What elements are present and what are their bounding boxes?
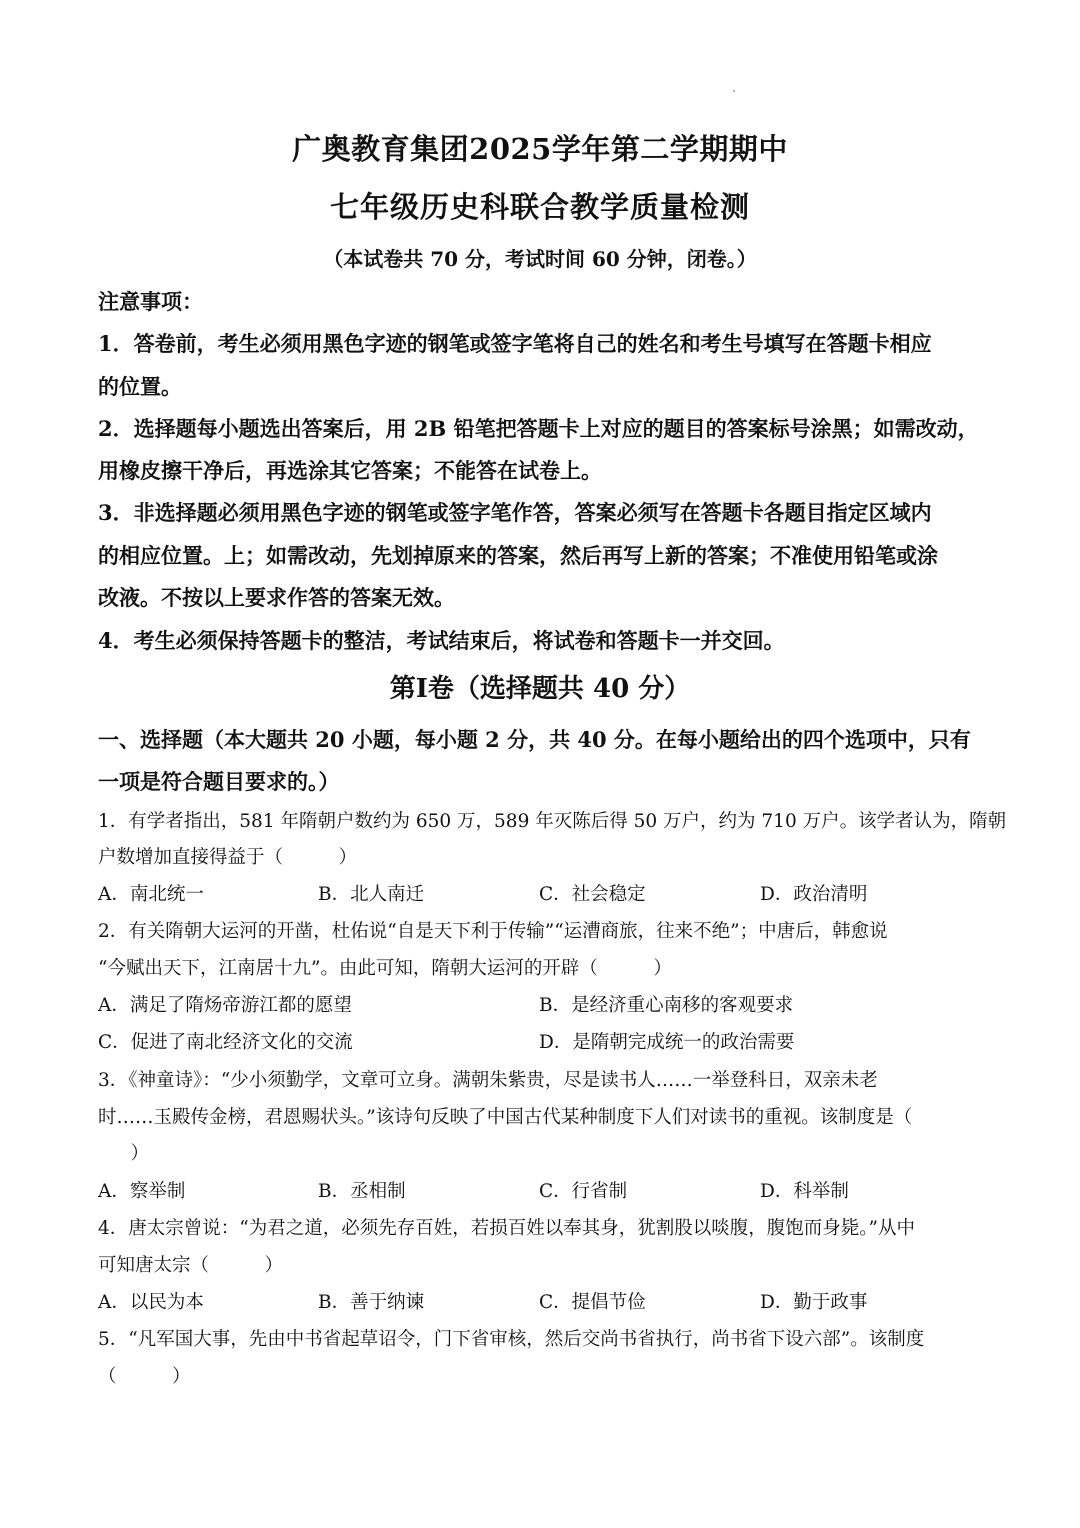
question-2-line: “今赋出天下，江南居十九”。由此可知，隋朝大运河的开辟（ ） <box>98 958 672 979</box>
exam-title-line2: 七年级历史科联合教学质量检测 <box>329 190 750 224</box>
question-2-option-b: B．是经济重心南移的客观要求 <box>539 995 794 1016</box>
question-3-option-c: C．行省制 <box>539 1181 628 1202</box>
note-line: 改液。不按以上要求作答的答案无效。 <box>98 585 455 610</box>
speck-mark <box>733 90 735 92</box>
question-1-option-c: C．社会稳定 <box>539 884 646 905</box>
note-line: 2．选择题每小题选出答案后，用 2B 铅笔把答题卡上对应的题目的答案标号涂黑；如需改动， <box>98 416 979 441</box>
question-2-option-c: C．促进了南北经济文化的交流 <box>98 1032 353 1053</box>
section-instruction: 一、选择题（本大题共 20 小题，每小题 2 分，共 40 分。在每小题给出的四个选项中，只有 <box>98 727 971 752</box>
question-4-option-d: D．勤于政事 <box>760 1292 868 1313</box>
question-3-option-a: A．察举制 <box>98 1181 186 1202</box>
question-2-option-d: D．是隋朝完成统一的政治需要 <box>539 1032 795 1053</box>
question-3-option-d: D．科举制 <box>760 1181 849 1202</box>
question-1-option-a: A．南北统一 <box>98 884 204 905</box>
question-5-line: （ ） <box>98 1366 191 1387</box>
note-line: 用橡皮擦干净后，再选涂其它答案；不能答在试卷上。 <box>98 458 602 483</box>
question-1-line: 1．有学者指出，581 年隋朝户数约为 650 万，589 年灭陈后得 50 万户，约为 710 万户。该学者认为，隋朝 <box>98 811 1007 832</box>
question-3-option-b: B．丞相制 <box>318 1181 406 1202</box>
question-4-line: 可知唐太宗（ ） <box>98 1255 284 1276</box>
question-2-line: 2．有关隋朝大运河的开凿，杜佑说“自是天下利于传输”“运漕商旅，往来不绝”；中唐后，韩愈说 <box>98 921 888 942</box>
section-instruction: 一项是符合题目要求的。） <box>98 769 340 794</box>
note-line: 的相应位置。上；如需改动，先划掉原来的答案，然后再写上新的答案；不准使用铅笔或涂 <box>98 543 938 568</box>
question-2-option-a: A．满足了隋炀帝游江都的愿望 <box>98 995 352 1016</box>
question-5-line: 5．“凡军国大事，先由中书省起草诏令，门下省审核，然后交尚书省执行，尚书省下设六部”。该制度 <box>98 1329 925 1350</box>
exam-subtitle: （本试卷共 70 分，考试时间 60 分钟，闭卷。） <box>323 247 757 271</box>
question-1-line: 户数增加直接得益于（ ） <box>98 847 358 868</box>
note-line: 的位置。 <box>98 374 182 399</box>
question-4-line: 4．唐太宗曾说：“为君之道，必须先存百姓，若损百姓以奉其身，犹割股以啖腹，腹饱而身毙。”从中 <box>98 1218 915 1239</box>
question-3-line: 时……玉殿传金榜，君恩赐状头。”该诗句反映了中国古代某种制度下人们对读书的重视。该制度是（ <box>98 1107 913 1128</box>
notes-heading: 注意事项： <box>98 289 203 314</box>
question-3-line: ） <box>112 1143 150 1164</box>
question-4-option-b: B．善于纳谏 <box>318 1292 425 1313</box>
question-3-line: 3．《神童诗》：“少小须勤学，文章可立身。满朝朱紫贵，尽是读书人……一举登科日，双亲未老 <box>98 1070 878 1091</box>
question-1-option-b: B．北人南迁 <box>318 884 425 905</box>
note-line: 4．考生必须保持答题卡的整洁，考试结束后，将试卷和答题卡一并交回。 <box>98 628 785 653</box>
question-4-option-a: A．以民为本 <box>98 1292 204 1313</box>
note-line: 1．答卷前，考生必须用黑色字迹的钢笔或签字笔将自己的姓名和考生号填写在答题卡相应 <box>98 331 932 356</box>
question-1-option-d: D．政治清明 <box>760 884 868 905</box>
note-line: 3．非选择题必须用黑色字迹的钢笔或签字笔作答，答案必须写在答题卡各题目指定区域内 <box>98 500 932 525</box>
section-title: 第Ⅰ卷（选择题共 40 分） <box>389 674 691 704</box>
exam-title-line1: 广奥教育集团2025学年第二学期期中 <box>292 132 788 166</box>
question-4-option-c: C．提倡节俭 <box>539 1292 646 1313</box>
